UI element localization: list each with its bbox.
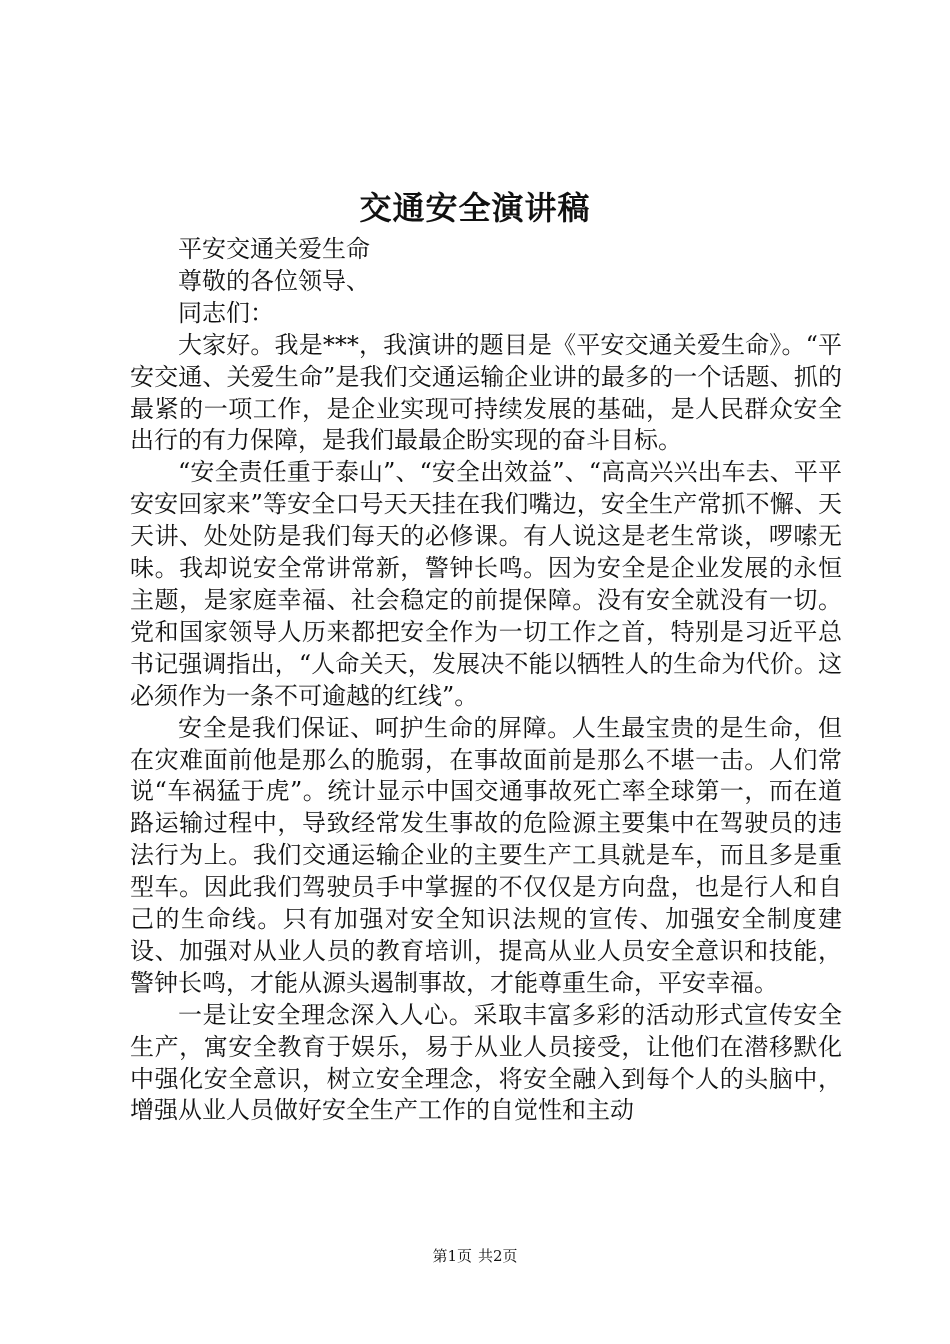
page-number: 第1页 — [432, 1247, 472, 1265]
page-footer — [0, 1246, 950, 1266]
document-body — [130, 234, 842, 1127]
page-total: 共2页 — [478, 1247, 518, 1265]
body-paragraph: 大家好。我是***，我演讲的题目是《平安交通关爱生命》。“平安交通、关爱生命”是我们交通运输企业讲的最多的一个话题、抓的最紧的一项工作，是企业实现可持续发展的基础，是人民群众安全出行的有力保障，是我们最最企盼实现的奋斗目标。 — [130, 330, 842, 455]
body-paragraph: 安全是我们保证、呵护生命的屏障。人生最宝贵的是生命，但在灾难面前他是那么的脆弱，在事故面前是那么不堪一击。人们常说“车祸猛于虎”。统计显示中国交通事故死亡率全球第一，而在道路运输过程中，导致经常发生事故的危险源主要集中在驾驶员的违法行为上。我们交通运输企业的主要生产工具就是车，而且多是重型车。因此我们驾驶员手中掌握的不仅仅是方向盘，也是行人和自己的生命线。只有加强对安全知识法规的宣传、加强安全制度建设、加强对从业人员的教育培训，提高从业人员安全意识和技能，警钟长鸣，才能从源头遏制事故，才能尊重生命，平安幸福。 — [130, 713, 842, 997]
salutation-line: 同志们： — [178, 298, 274, 327]
document-title: 交通安全演讲稿 — [359, 189, 591, 227]
salutation-line: 尊敬的各位领导、 — [178, 266, 370, 295]
body-paragraph: “安全责任重于泰山”、“安全出效益”、“高高兴兴出车去、平平安安回家来”等安全口号天天挂在我们嘴边，安全生产常抓不懈、天天讲、处处防是我们每天的必修课。有人说这是老生常谈，啰嗦无味。我却说安全常讲常新，警钟长鸣。因为安全是企业发展的永恒主题，是家庭幸福、社会稳定的前提保障。没有安全就没有一切。党和国家领导人历来都把安全作为一切工作之首，特别是习近平总书记强调指出，“人命关天，发展决不能以牺牲人的生命为代价。这必须作为一条不可逾越的红线”。 — [130, 458, 842, 710]
body-paragraph: 一是让安全理念深入人心。采取丰富多彩的活动形式宣传安全生产，寓安全教育于娱乐，易于从业人员接受，让他们在潜移默化中强化安全意识，树立安全理念，将安全融入到每个人的头脑中，增强从业人员做好安全生产工作的自觉性和主动 — [130, 1000, 842, 1125]
subtitle-line: 平安交通关爱生命 — [178, 235, 370, 263]
